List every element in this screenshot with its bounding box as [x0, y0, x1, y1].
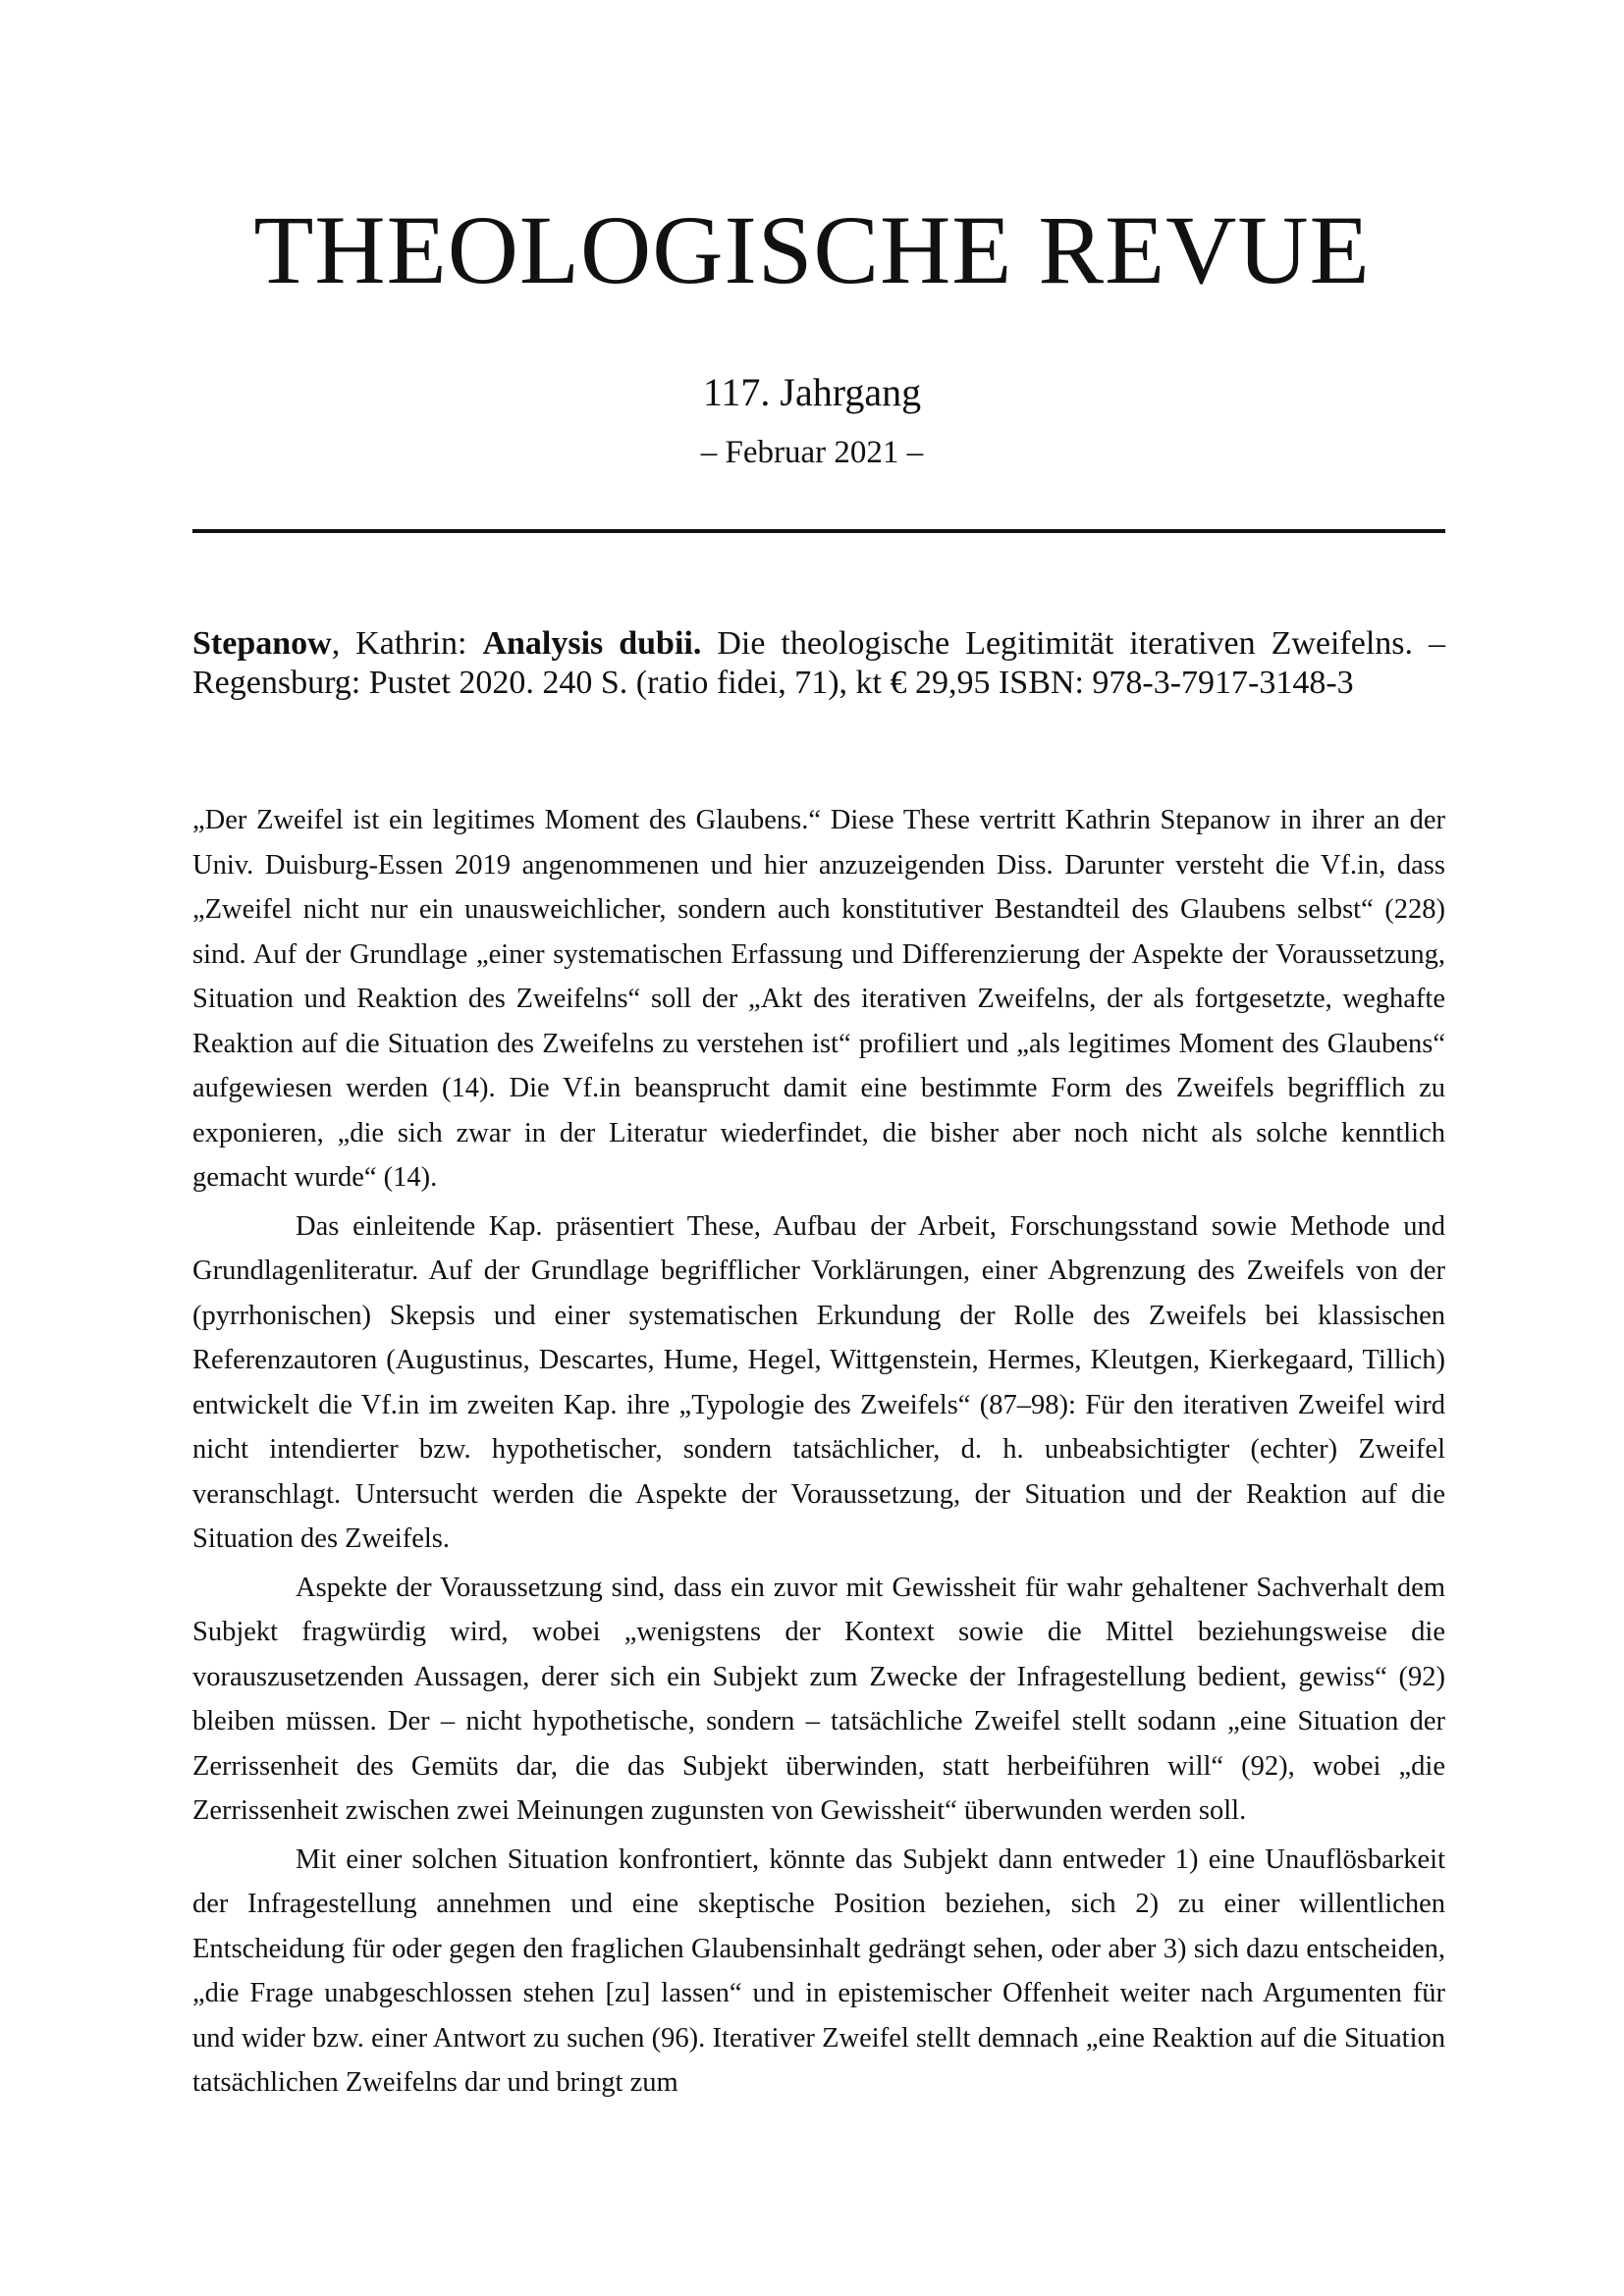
review-paragraph-4: Mit einer solchen Situation konfrontiert, könnte das Subjekt dann entweder 1) eine Unauflösbarkeit der Infragestellung annehmen und eine skeptische Position beziehen, sich 2) zu einer willentlichen Entscheidung für oder gegen den fraglichen Glaubensinhalt gedrängt sehen, oder aber 3) sich dazu entscheiden, „die Frage unabgeschlossen stehen [zu] lassen“ und in epistemischer Offenheit weiter nach Argumenten für und wider bzw. einer Antwort zu suchen (96). Iterativer Zweifel stellt demnach „eine Reaktion auf die Situation tatsächlichen Zweifelns dar und bringt zum [192, 1843, 1445, 2098]
citation-author-firstname: , Kathrin: [331, 625, 483, 662]
review-paragraph-2: Das einleitende Kap. präsentiert These, Aufbau der Arbeit, Forschungsstand sowie Methode und Grundlagenliteratur. Auf der Grundlage begrifflicher Vorklärungen, einer Abgrenzung des Zweifels von der (pyrrhonischen) Skepsis und einer systematischen Erkundung der Rolle des Zweifels bei klassischen Referenzautoren (Augustinus, Descartes, Hume, Hegel, Wittgenstein, Hermes, Kleutgen, Kierkegaard, Tillich) entwickelt die Vf.in im zweiten Kap. ihre „Typologie des Zweifels“ (87–98): Für den iterativen Zweifel wird nicht intendierter bzw. hypothetischer, sondern tatsächlicher, d. h. unbeabsichtigter (echter) Zweifel veranschlagt. Untersucht werden die Aspekte der Voraussetzung, der Situation und der Reaktion auf die Situation des Zweifels. [192, 1210, 1445, 1554]
citation-book-title: Analysis dubii. [482, 625, 702, 662]
review-paragraph-3: Aspekte der Voraussetzung sind, dass ein zuvor mit Gewissheit für wahr gehaltener Sachverhalt dem Subjekt fragwürdig wird, wobei „wenigstens der Kontext sowie die Mittel beziehungsweise die vorauszusetzenden Aussagen, derer sich ein Subjekt zum Zwecke der Infragestellung bedient, gewiss“ (92) bleiben müssen. Der – nicht hypothetische, sondern – tatsächliche Zweifel stellt sodann „eine Situation der Zerrissenheit des Gemüts dar, die das Subjekt überwinden, statt herbeiführen will“ (92), wobei „die Zerrissenheit zwischen zwei Meinungen zugunsten von Gewissheit“ überwunden werden soll. [192, 1572, 1445, 1826]
journal-title: THEOLOGISCHE REVUE [253, 195, 1371, 304]
citation-publication-details: Die theologische Legitimität iterativen Zweifelns. – Regensburg: Pustet 2020. 240 S. (ratio fidei, 71), kt € 29,95 ISBN: 978-3-7917-3148-3 [192, 625, 1445, 701]
review-paragraph-1: „Der Zweifel ist ein legitimes Moment des Glaubens.“ Diese These vertritt Kathrin Stepanow in ihrer an der Univ. Duisburg-Essen 2019 angenommenen und hier anzuzeigenden Diss. Darunter versteht die Vf.in, dass „Zweifel nicht nur ein unausweichlicher, sondern auch konstitutiver Bestandteil des Glaubens selbst“ (228) sind. Auf der Grundlage „einer systematischen Erfassung und Differenzierung der Aspekte der Voraussetzung, Situation und Reaktion des Zweifelns“ soll der „Akt des iterativen Zweifelns, der als fortgesetzte, weghafte Reaktion auf die Situation des Zweifelns zu verstehen ist“ profiliert und „als legitimes Moment des Glaubens“ aufgewiesen werden (14). Die Vf.in beansprucht damit eine bestimmte Form des Zweifels begrifflich zu exponieren, „die sich zwar in der Literatur wiederfindet, die bisher aber noch nicht als solche kenntlich gemacht wurde“ (14). [192, 805, 1445, 1193]
citation-author-lastname: Stepanow [192, 625, 332, 662]
issue-date: – Februar 2021 – [700, 435, 924, 470]
volume-label: 117. Jahrgang [702, 370, 922, 414]
book-citation [192, 624, 1445, 703]
review-body [192, 798, 1445, 2109]
header-divider [192, 529, 1445, 533]
